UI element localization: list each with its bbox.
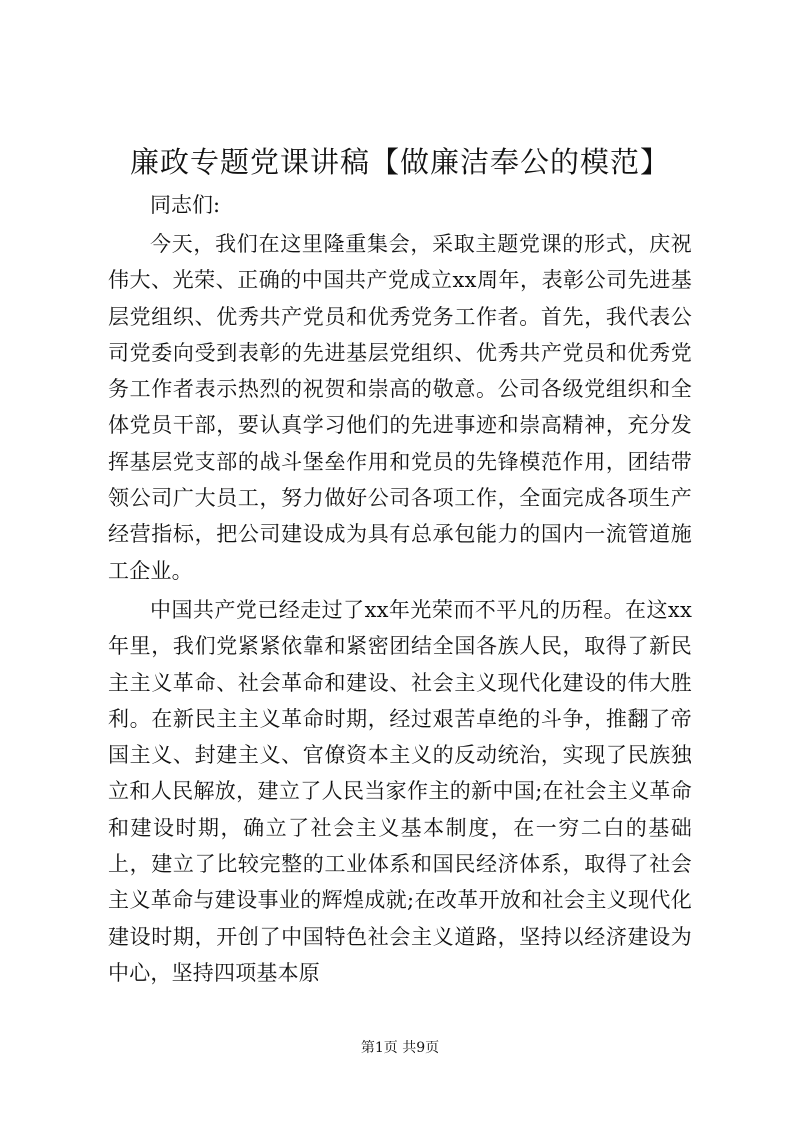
salutation: 同志们: <box>150 193 221 217</box>
page-footer: 第1页 共9页 <box>360 1040 440 1056</box>
paragraph-2: 中国共产党已经走过了xx年光荣而不平凡的历程。在这xx年里，我们党紧紧依靠和紧密团结全国各族人民，取得了新民主主义革命、社会革命和建设、社会主义现代化建设的伟大胜利。在新民主主义革命时期，经过艰苦卓绝的斗争，推翻了帝国主义、封建主义、官僚资本主义的反动统治，实现了民族独立和人民解放，建立了人民当家作主的新中国;在社会主义革命和建设时期，确立了社会主义基本制度，在一穷二白的基础上，建立了比较完整的工业体系和国民经济体系，取得了社会主义革命与建设事业的辉煌成就;在改革开放和社会主义现代化建设时期，开创了中国特色社会主义道路，坚持以经济建设为中心，坚持四项基本原 <box>108 598 692 985</box>
document-title: 廉政专题党课讲稿【做廉洁奉公的模范】 <box>129 145 670 179</box>
paragraph-1: 今天，我们在这里隆重集会，采取主题党课的形式，庆祝伟大、光荣、正确的中国共产党成立xx周年，表彰公司先进基层党组织、优秀共产党员和优秀党务工作者。首先，我代表公司党委向受到表彰的先进基层党组织、优秀共产党员和优秀党务工作者表示热烈的祝贺和崇高的敬意。公司各级党组织和全体党员干部，要认真学习他们的先进事迹和崇高精神，充分发挥基层党支部的战斗堡垒作用和党员的先锋模范作用，团结带领公司广大员工，努力做好公司各项工作，全面完成各项生产经营指标，把公司建设成为具有总承包能力的国内一流管道施工企业。 <box>108 232 692 583</box>
